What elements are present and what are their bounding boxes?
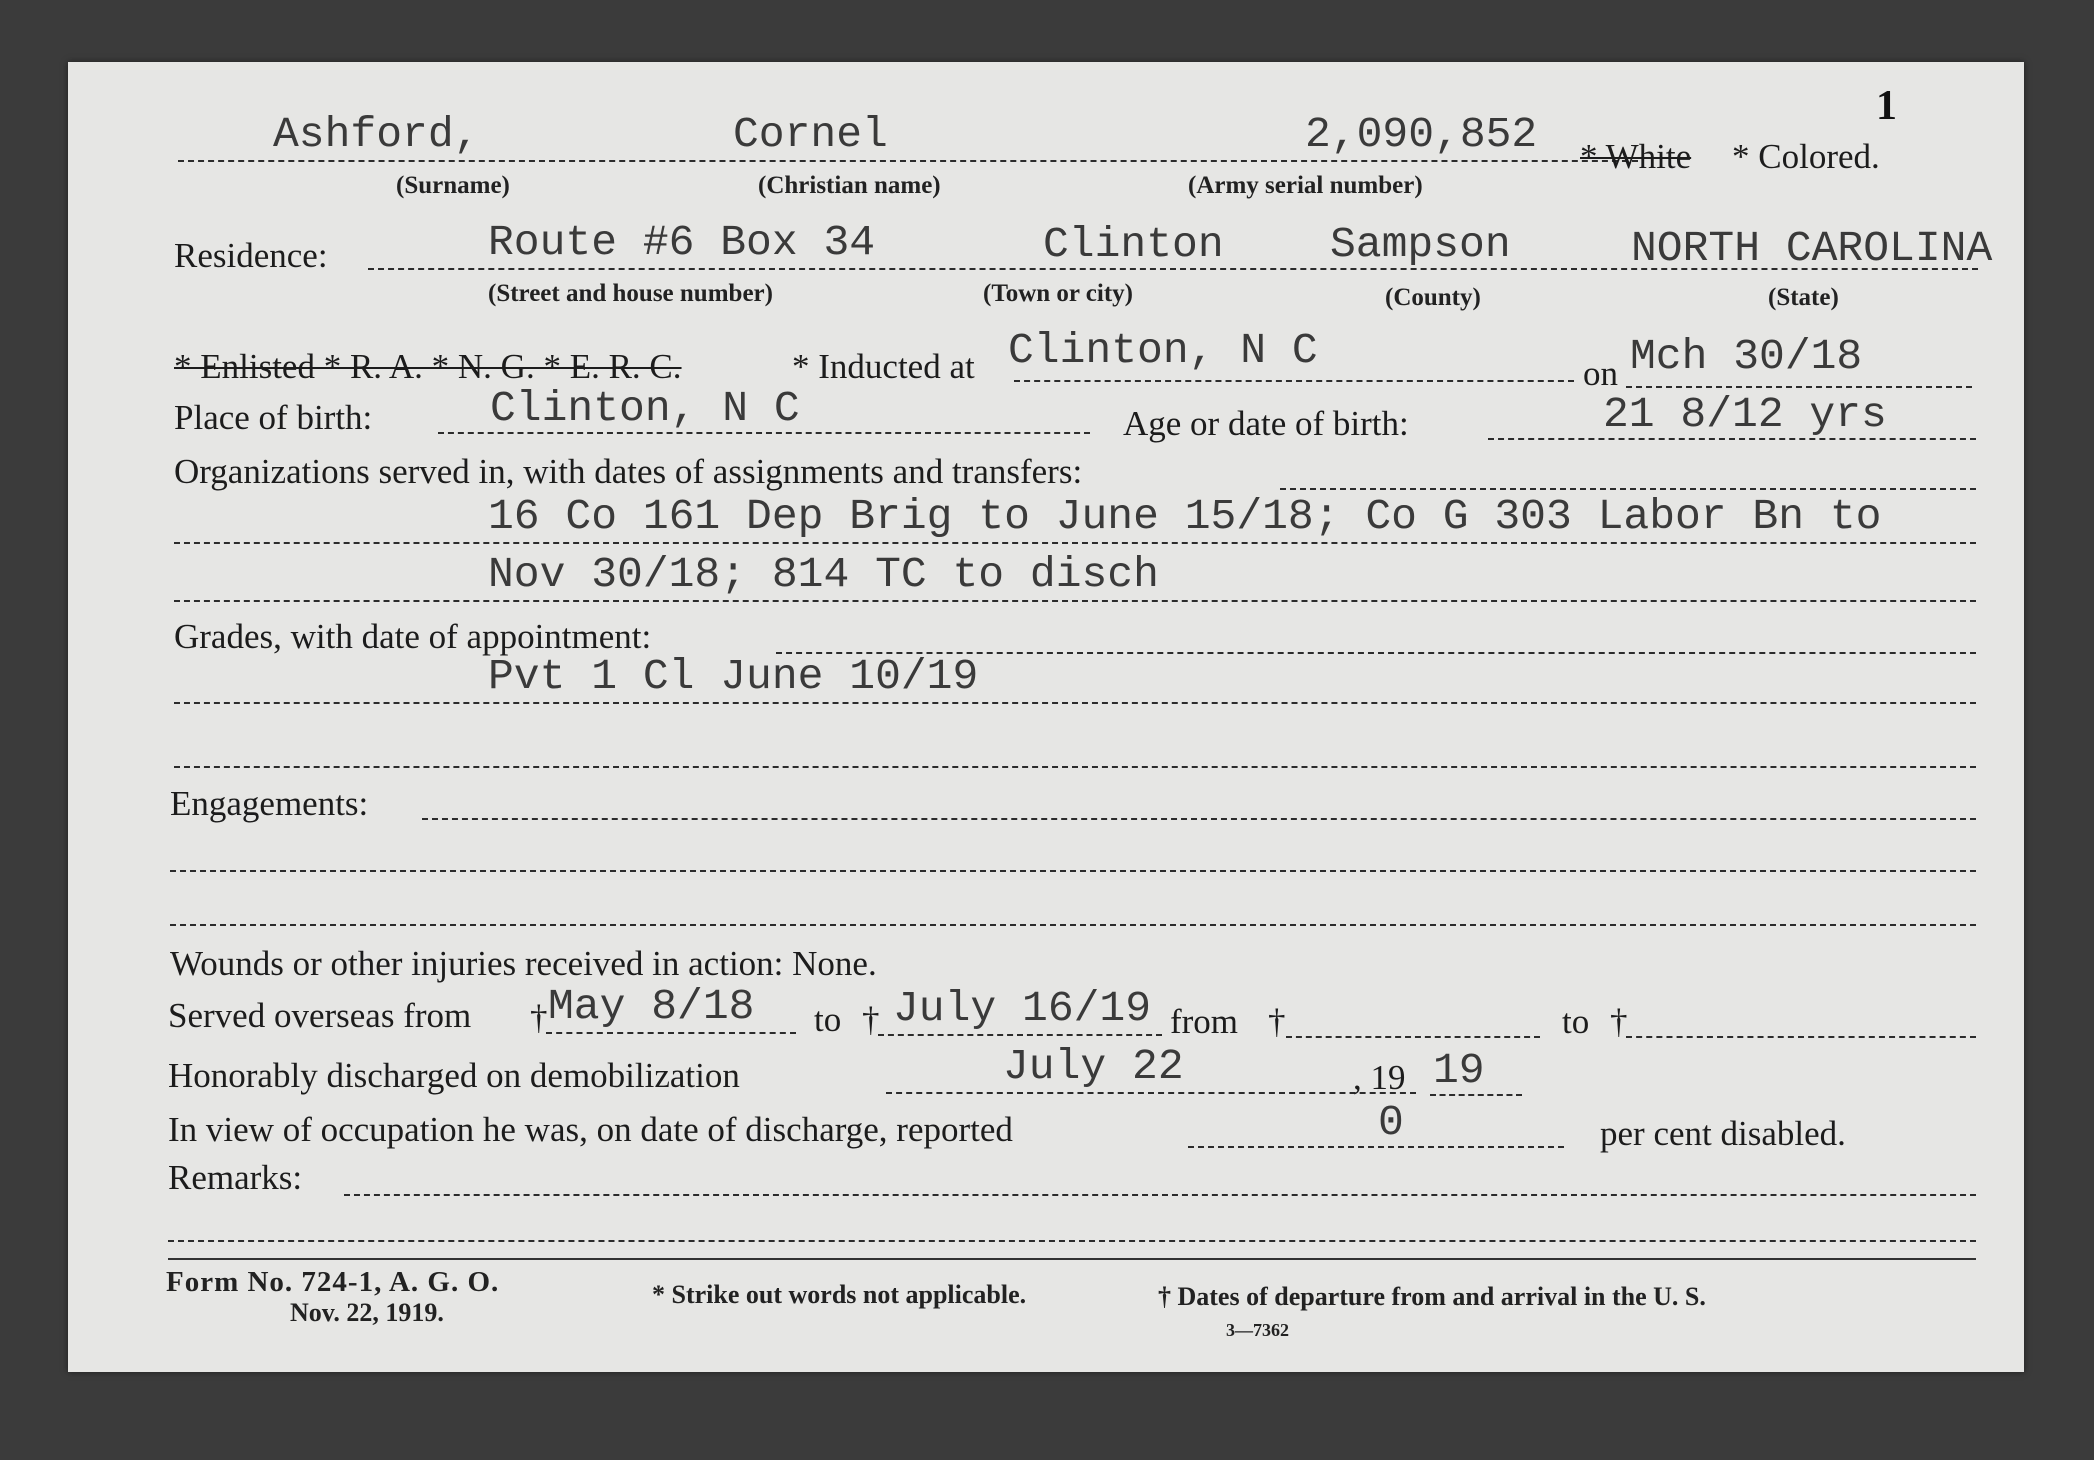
engagements-line-1	[170, 870, 1976, 872]
residence-label: Residence:	[174, 236, 328, 275]
discharge-date-value: July 22	[1003, 1042, 1184, 1091]
overseas-to2-line	[1626, 1036, 1976, 1038]
dates-note: † Dates of departure from and arrival in the U. S.	[1158, 1282, 1706, 1311]
card-number: 1	[1876, 83, 1897, 129]
served-overseas-label: Served overseas from	[168, 996, 472, 1035]
strike-out-note: * Strike out words not applicable.	[652, 1280, 1027, 1309]
discharge-date-line	[886, 1092, 1416, 1094]
disability-label: In view of occupation he was, on date of discharge, reported	[168, 1110, 1013, 1149]
serial-number-caption: (Army serial number)	[1188, 172, 1423, 199]
surname-caption: (Surname)	[396, 172, 510, 199]
surname-value: Ashford,	[273, 110, 480, 159]
inducted-place-line	[1014, 380, 1574, 382]
inducted-date-line	[1626, 386, 1972, 388]
residence-county-value: Sampson	[1330, 220, 1511, 269]
engagements-label: Engagements:	[170, 784, 369, 823]
town-caption: (Town or city)	[983, 280, 1133, 307]
form-number: Form No. 724-1, A. G. O.	[166, 1266, 500, 1298]
overseas-from-value: May 8/18	[548, 982, 755, 1031]
overseas-from2-line	[1286, 1036, 1540, 1038]
residence-street-value: Route #6 Box 34	[488, 218, 876, 267]
grades-label: Grades, with date of appointment:	[174, 617, 652, 656]
age-value: 21 8/12 yrs	[1603, 390, 1887, 439]
inducted-date-value: Mch 30/18	[1630, 332, 1863, 381]
organizations-line1-value: 16 Co 161 Dep Brig to June 15/18; Co G 303 Labor Bn to	[488, 492, 1882, 541]
organizations-label: Organizations served in, with dates of assignments and transfers:	[174, 452, 1083, 491]
disability-suffix: per cent disabled.	[1600, 1114, 1846, 1153]
discharge-year-line	[1430, 1094, 1522, 1096]
remarks-line-1	[168, 1240, 1976, 1242]
service-record-card	[68, 62, 2024, 1372]
discharge-year-prefix: , 19	[1353, 1058, 1406, 1097]
overseas-to-dagger: †	[862, 1000, 880, 1039]
overseas-from2-label: from	[1170, 1002, 1239, 1041]
remarks-label: Remarks:	[168, 1158, 303, 1197]
state-caption: (State)	[1768, 284, 1839, 311]
disability-line	[1188, 1146, 1564, 1148]
engagements-line-2	[170, 924, 1976, 926]
overseas-from-line	[546, 1032, 796, 1034]
race-white-option: * White	[1580, 137, 1692, 176]
organizations-line2-value: Nov 30/18; 814 TC to disch	[488, 550, 1159, 599]
inducted-at-label: * Inducted at	[792, 347, 975, 386]
race-colored-option: * Colored.	[1732, 137, 1880, 176]
serial-number-value: 2,090,852	[1305, 110, 1538, 159]
overseas-from-dagger: †	[530, 998, 548, 1037]
engagements-line-0	[422, 818, 1976, 820]
enlistment-type-options: * Enlisted * R. A. * N. G. * E. R. C.	[174, 347, 682, 386]
discharge-label: Honorably discharged on demobilization	[168, 1056, 740, 1095]
county-caption: (County)	[1385, 284, 1481, 311]
footer-rule	[168, 1258, 1976, 1260]
form-date: Nov. 22, 1919.	[290, 1298, 444, 1327]
inducted-place-value: Clinton, N C	[1008, 326, 1318, 375]
organizations-line-2	[174, 600, 1976, 602]
grades-value: Pvt 1 Cl June 10/19	[488, 652, 979, 701]
overseas-to2-label: to	[1562, 1002, 1590, 1041]
residence-town-value: Clinton	[1043, 220, 1224, 269]
grades-line-2	[174, 766, 1976, 768]
overseas-to-line	[878, 1034, 1162, 1036]
print-code: 3—7362	[1226, 1320, 1289, 1340]
organizations-line-1	[174, 542, 1976, 544]
christian-name-value: Cornel	[733, 110, 888, 159]
discharge-year-value: 19	[1433, 1046, 1485, 1095]
christian-name-caption: (Christian name)	[758, 172, 941, 199]
remarks-line-0	[344, 1194, 1976, 1196]
place-of-birth-value: Clinton, N C	[490, 384, 800, 433]
overseas-from2-dagger: †	[1268, 1002, 1286, 1041]
age-label: Age or date of birth:	[1123, 404, 1409, 443]
place-of-birth-label: Place of birth:	[174, 398, 373, 437]
organizations-line-0	[1280, 488, 1976, 490]
overseas-to2-dagger: †	[1610, 1002, 1628, 1041]
wounds-text: Wounds or other injuries received in action: None.	[170, 944, 877, 983]
overseas-to-label: to	[814, 1000, 842, 1039]
disability-value: 0	[1378, 1098, 1404, 1147]
grades-line-1	[174, 702, 1976, 704]
street-caption: (Street and house number)	[488, 280, 773, 307]
inducted-on-label: on	[1583, 354, 1618, 393]
name-line	[178, 160, 1638, 162]
residence-state-value: NORTH CAROLINA	[1631, 224, 1993, 273]
overseas-to-value: July 16/19	[893, 984, 1152, 1033]
